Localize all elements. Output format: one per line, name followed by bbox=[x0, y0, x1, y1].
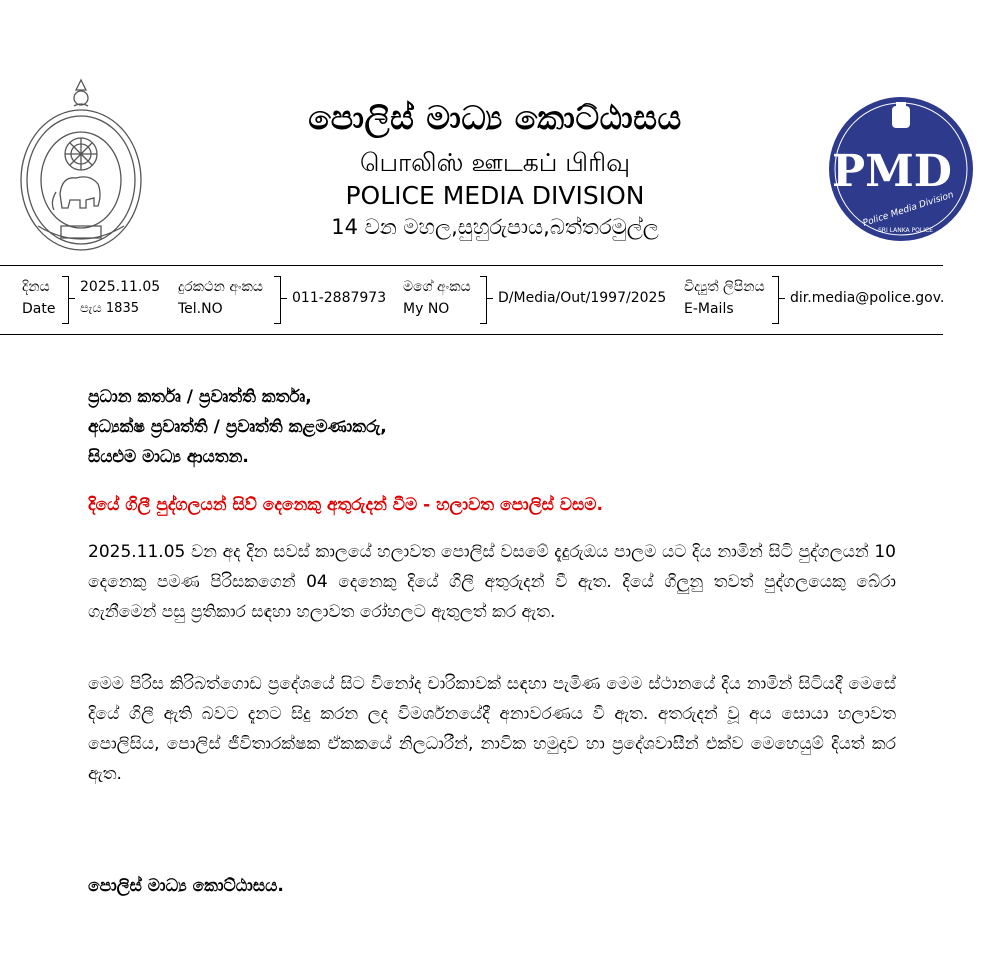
date-bracket bbox=[62, 276, 69, 324]
body-paragraph-1: 2025.11.05 වන අද දින සවස් කාලයේ හලාවත පොලිස් වසමේ දැදුරුඔය පාලම යට දිය නාමින් සිටි පුද්ගලයන් 10 දෙනෙකු පමණ පිරිසකගෙන් 04 දෙනෙකු දියේ ගිලී අතුරුදන් වී ඇත. දියේ ගිලුනු තවත් පුද්ගලයෙකු බේරා ගැනීමෙන් පසු ප්‍රතිකාර සඳහා හලාවත රෝහලට ඇතුලත් කර ඇත. bbox=[88, 542, 896, 622]
email-label-en: E-Mails bbox=[684, 301, 734, 317]
tel-label-si: දුරකථන අංකය bbox=[178, 279, 263, 295]
date-label-en: Date bbox=[22, 301, 56, 317]
addressee-line: සියළුම මාධ්‍ය ආයතන. bbox=[88, 447, 249, 467]
address: 14 වන මහල,සුහුරුපාය,බත්තරමුල්ල bbox=[331, 215, 659, 239]
title-tamil: பொலிஸ் ஊடகப் பிரிவு bbox=[359, 148, 631, 177]
title-english: POLICE MEDIA DIVISION bbox=[345, 181, 645, 210]
email-label-si: විද්‍යුත් ලිපිනය bbox=[684, 279, 765, 295]
date-label bbox=[22, 276, 55, 320]
subject-line: දියේ ගිලී පුද්ගලයන් සිව් දෙනෙකු අතුරුදන් වීම - හලාවත පොලිස් වසම. bbox=[88, 495, 603, 515]
my-no-value: D/Media/Out/1997/2025 bbox=[498, 290, 667, 306]
page-value: පැය 1835 bbox=[80, 301, 139, 316]
date-label-si: දිනය bbox=[22, 279, 50, 295]
meta-rule-bottom bbox=[0, 334, 943, 335]
meta-rule-top bbox=[0, 265, 943, 266]
addressee-block bbox=[88, 382, 387, 472]
title-sinhala: පොලිස් මාධ්‍ය කොට්ඨාසය bbox=[308, 98, 682, 137]
date-values bbox=[80, 276, 160, 320]
pmd-logo-ring-text: Police Media Division bbox=[861, 190, 956, 229]
body-paragraph-2: මෙම පිරිස කිරිබත්ගොඩ ප්‍රදේශයේ සිට විනෝද චාරිකාවක් සඳහා පැමිණ මෙම ස්ථානයේ දිය නාමින් සිටියදී මෙසේ දියේ ගිලී ඇති බවට දැනට සිදු කරන ලද විමර්ශනයේදී අනාවරණය වී ඇත. අතරුදන් වූ අය සොයා හලාවත පොලිසිය, පොලිස් ජීවිතාරක්ෂක ඒකකයේ නිලධාරීන්, නාවික හමුදාව හා ප්‍රදේශවාසීන් එක්ව මෙහෙයුම් දියත් කර ඇත. bbox=[88, 674, 896, 784]
tel-label-en: Tel.NO bbox=[178, 301, 223, 317]
date-value: 2025.11.05 bbox=[80, 279, 161, 295]
tel-bracket bbox=[274, 276, 281, 324]
my-no-bracket bbox=[480, 276, 487, 324]
email-bracket bbox=[772, 276, 779, 324]
signoff: පොලිස් මාධ්‍ය කොට්ඨාසය. bbox=[88, 876, 284, 896]
tel-label bbox=[178, 276, 263, 320]
letterhead-titles bbox=[260, 96, 730, 242]
my-no-label bbox=[403, 276, 471, 320]
police-seal-icon bbox=[16, 76, 146, 258]
tel-value: 011-2887973 bbox=[292, 290, 387, 306]
email-value: dir.media@police.gov. bbox=[790, 290, 945, 306]
my-no-label-si: මගේ අංකය bbox=[403, 279, 471, 295]
addressee-line: අධ්‍යක්ෂ ප්‍රවෘත්ති / ප්‍රවෘත්ති කළමණාකරු, bbox=[88, 417, 387, 437]
pmd-logo-sub: SRI LANKA POLICE bbox=[878, 227, 934, 234]
my-no-label-en: My NO bbox=[403, 301, 450, 317]
addressee-line: ප්‍රධාන කර්තෘ / ප්‍රවෘත්ති කර්තෘ, bbox=[88, 387, 312, 407]
pmd-logo-text: PMD bbox=[832, 146, 952, 197]
pmd-logo-icon bbox=[826, 94, 986, 244]
email-label bbox=[684, 276, 765, 320]
